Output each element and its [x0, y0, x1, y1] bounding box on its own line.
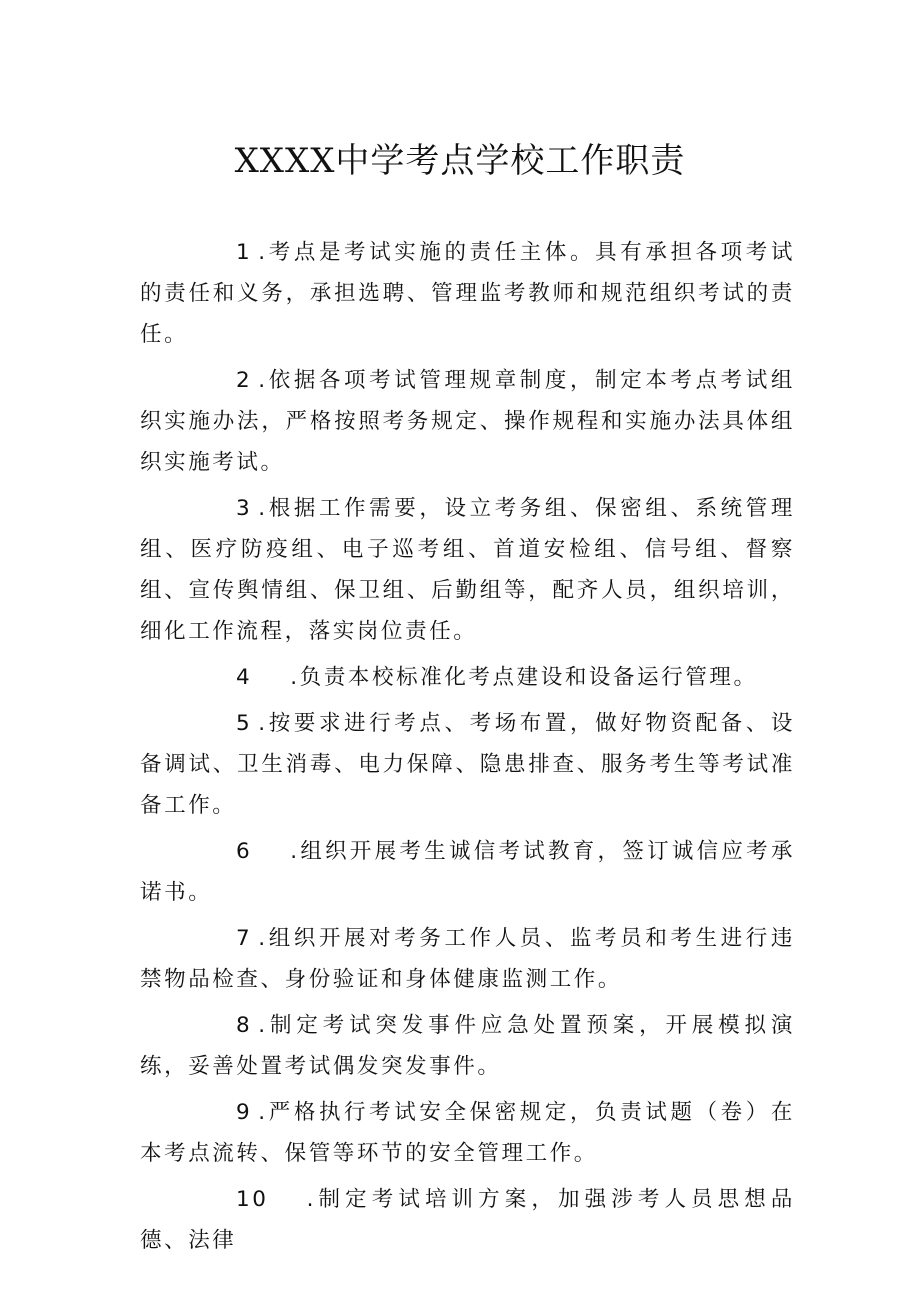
paragraph-7 — [140, 918, 795, 1000]
item-text: .制定考试培训方案，加强涉考人员思想品德、法律 — [140, 1187, 795, 1253]
paragraph-5 — [140, 703, 795, 826]
item-number: 9 — [236, 1100, 253, 1125]
item-number: 5 — [236, 711, 253, 736]
paragraph-6 — [140, 831, 795, 913]
item-text: .负责本校标准化考点建设和设备运行管理。 — [290, 665, 758, 690]
item-text: .根据工作需要，设立考务组、保密组、系统管理组、医疗防疫组、电子巡考组、首道安检组、信号组、督察组、宣传舆情组、保卫组、后勤组等，配齐人员，组织培训，细化工作流程，落实岗位责任。 — [140, 496, 795, 644]
item-text: .按要求进行考点、考场布置，做好物资配备、设备调试、卫生消毒、电力保障、隐患排查、服务考生等考试准备工作。 — [140, 711, 795, 818]
item-number: 7 — [236, 926, 253, 951]
item-text: .依据各项考试管理规章制度，制定本考点考试组织实施办法，严格按照考务规定、操作规程和实施办法具体组织实施考试。 — [140, 368, 795, 475]
document-body — [140, 232, 795, 1266]
paragraph-9 — [140, 1092, 795, 1174]
item-number: 6 — [236, 839, 253, 864]
item-text: .组织开展考生诚信考试教育，签订诚信应考承诺书。 — [140, 839, 795, 905]
paragraph-4 — [140, 657, 795, 698]
paragraph-8 — [140, 1005, 795, 1087]
item-number: 10 — [236, 1187, 269, 1212]
item-number: 4 — [236, 665, 253, 690]
paragraph-3 — [140, 488, 795, 652]
item-text: .考点是考试实施的责任主体。具有承担各项考试的责任和义务，承担选聘、管理监考教师和规范组织考试的责任。 — [140, 240, 795, 347]
item-text: .严格执行考试安全保密规定，负责试题（卷）在本考点流转、保管等环节的安全管理工作。 — [140, 1100, 795, 1166]
item-text: .制定考试突发事件应急处置预案，开展模拟演练，妥善处置考试偶发突发事件。 — [140, 1013, 795, 1079]
item-number: 1 — [236, 240, 253, 265]
item-number: 3 — [236, 496, 253, 521]
paragraph-1 — [140, 232, 795, 355]
page-title: XXXX中学考点学校工作职责 — [234, 141, 686, 181]
paragraph-2 — [140, 360, 795, 483]
item-number: 2 — [236, 368, 253, 393]
item-text: .组织开展对考务工作人员、监考员和考生进行违禁物品检查、身份验证和身体健康监测工作。 — [140, 926, 795, 992]
paragraph-10 — [140, 1179, 795, 1261]
item-number: 8 — [236, 1013, 253, 1038]
